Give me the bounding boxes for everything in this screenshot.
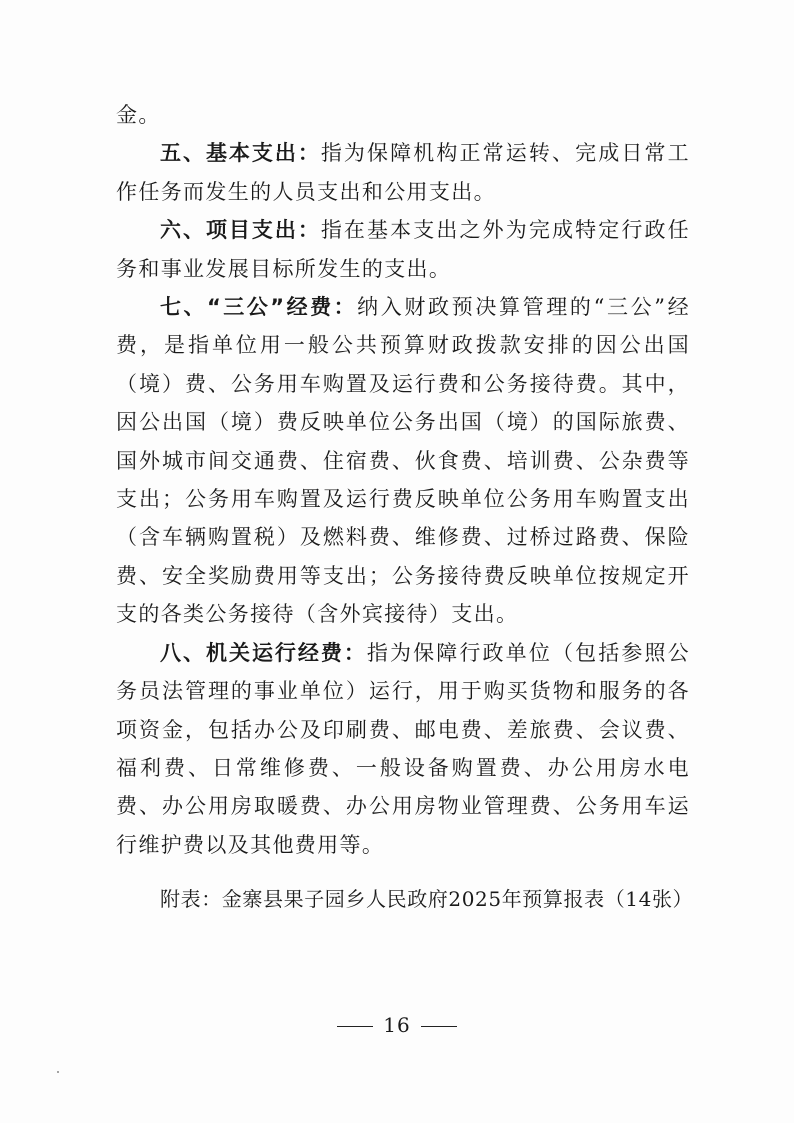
dash-left [337,1026,373,1027]
scan-speck [57,1071,59,1073]
paragraph-three-public-expenses [116,288,690,634]
definition-project-expenditure: 指在基本支出之外为完成特定行政任务和事业发展目标所发生的支出。 [116,218,690,281]
paragraph-continuation: 金。 [116,103,161,127]
body-text [116,96,690,864]
paragraph-basic-expenditure [116,134,690,211]
term-agency-operating-expenses: 八、机关运行经费： [160,640,367,665]
dash-right [421,1026,457,1027]
term-project-expenditure: 六、项目支出： [160,218,321,243]
page-number: 16 [383,1013,411,1037]
term-three-public-expenses: 七、“三公”经费： [160,295,358,320]
appendix-note: 附表：金寨县果子园乡人民政府2025年预算报表（14张） [160,887,694,911]
page-number-footer [0,1013,794,1037]
paragraph-project-expenditure [116,211,690,288]
definition-basic-expenditure: 指为保障机构正常运转、完成日常工作任务而发生的人员支出和公用支出。 [116,141,690,204]
definition-three-public-expenses: 纳入财政预决算管理的“三公”经费，是指单位用一般公共预算财政拨款安排的因公出国（境）费、公务用车购置及运行费和公务接待费。其中，因公出国（境）费反映单位公务出国（境）的国际旅费、国外城市间交通费、住宿费、伙食费、培训费、公杂费等支出；公务用车购置及运行费反映单位公务用车购置支出（含车辆购置税）及燃料费、维修费、过桥过路费、保险费、安全奖励费用等支出；公务接待费反映单位按规定开支的各类公务接待（含外宾接待）支出。 [116,295,690,627]
paragraph-agency-operating-expenses [116,634,690,864]
term-basic-expenditure: 五、基本支出： [160,141,321,166]
definition-agency-operating-expenses: 指为保障行政单位（包括参照公务员法管理的事业单位）运行，用于购买货物和服务的各项资金，包括办公及印刷费、邮电费、差旅费、会议费、福利费、日常维修费、一般设备购置费、办公用房水电费、办公用房取暖费、办公用房物业管理费、公务用车运行维护费以及其他费用等。 [116,640,690,857]
